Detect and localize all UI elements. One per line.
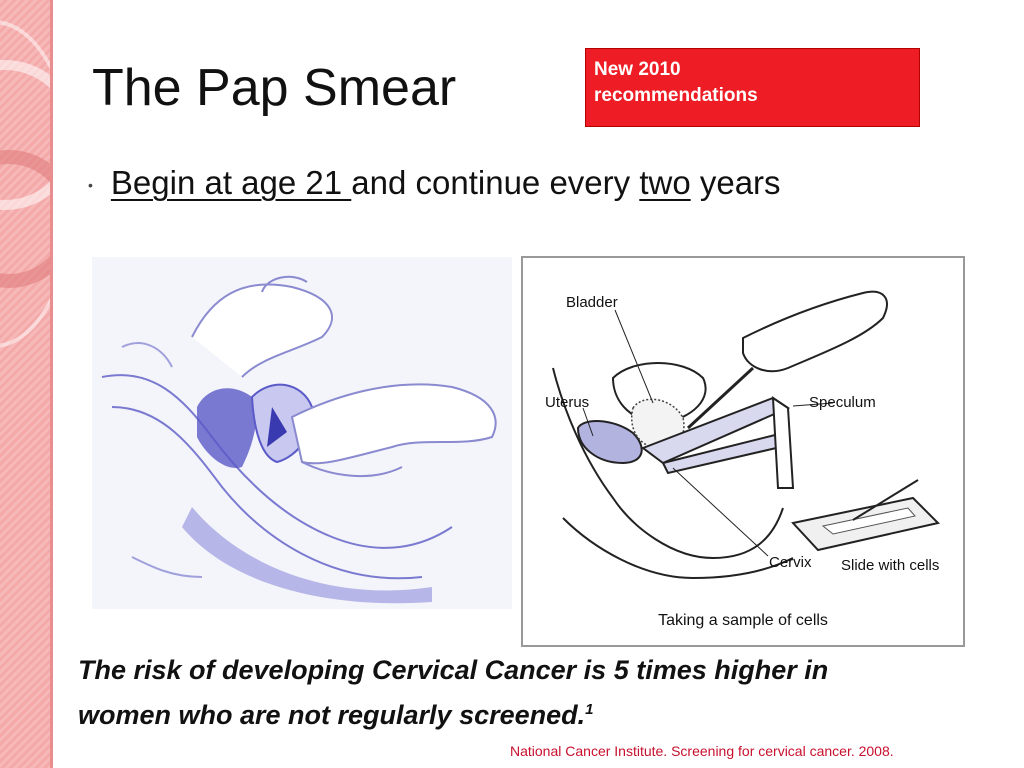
new-recommendations-badge [585, 48, 920, 127]
bullet-underlined-start: Begin at age 21 [110, 164, 352, 201]
label-cervix: Cervix [769, 554, 812, 571]
bullet-item [88, 164, 781, 202]
label-slide-with-cells: Slide with cells [841, 557, 940, 574]
bullet-middle-text: and continue every [351, 164, 640, 201]
bullet-end-text: years [690, 164, 781, 201]
label-speculum: Speculum [809, 394, 876, 411]
anatomy-drawing [523, 258, 963, 645]
risk-statement [78, 650, 908, 735]
label-bladder: Bladder [566, 294, 618, 311]
side-band-edge [50, 0, 53, 768]
footnote-marker: 1 [585, 701, 594, 718]
decorative-side-band [0, 0, 50, 768]
slide-title: The Pap Smear [92, 59, 457, 117]
figure-caption: Taking a sample of cells [658, 612, 828, 629]
pelvic-exam-illustration [92, 257, 512, 609]
cell-sampling-diagram [521, 256, 965, 647]
bullet-underlined-two: two [639, 164, 691, 201]
citation: National Cancer Institute. Screening for cervical cancer. 2008. [510, 743, 894, 759]
bullet-dot-icon: • [88, 177, 93, 194]
badge-line-2: recommendations [594, 85, 758, 106]
risk-text: The risk of developing Cervical Cancer is 5 times higher in women who are not regularly screened. [78, 655, 829, 730]
pelvic-exam-drawing [92, 257, 512, 609]
badge-line-1: New 2010 [594, 59, 681, 80]
decorative-swirl [0, 150, 50, 288]
label-uterus: Uterus [545, 394, 590, 411]
